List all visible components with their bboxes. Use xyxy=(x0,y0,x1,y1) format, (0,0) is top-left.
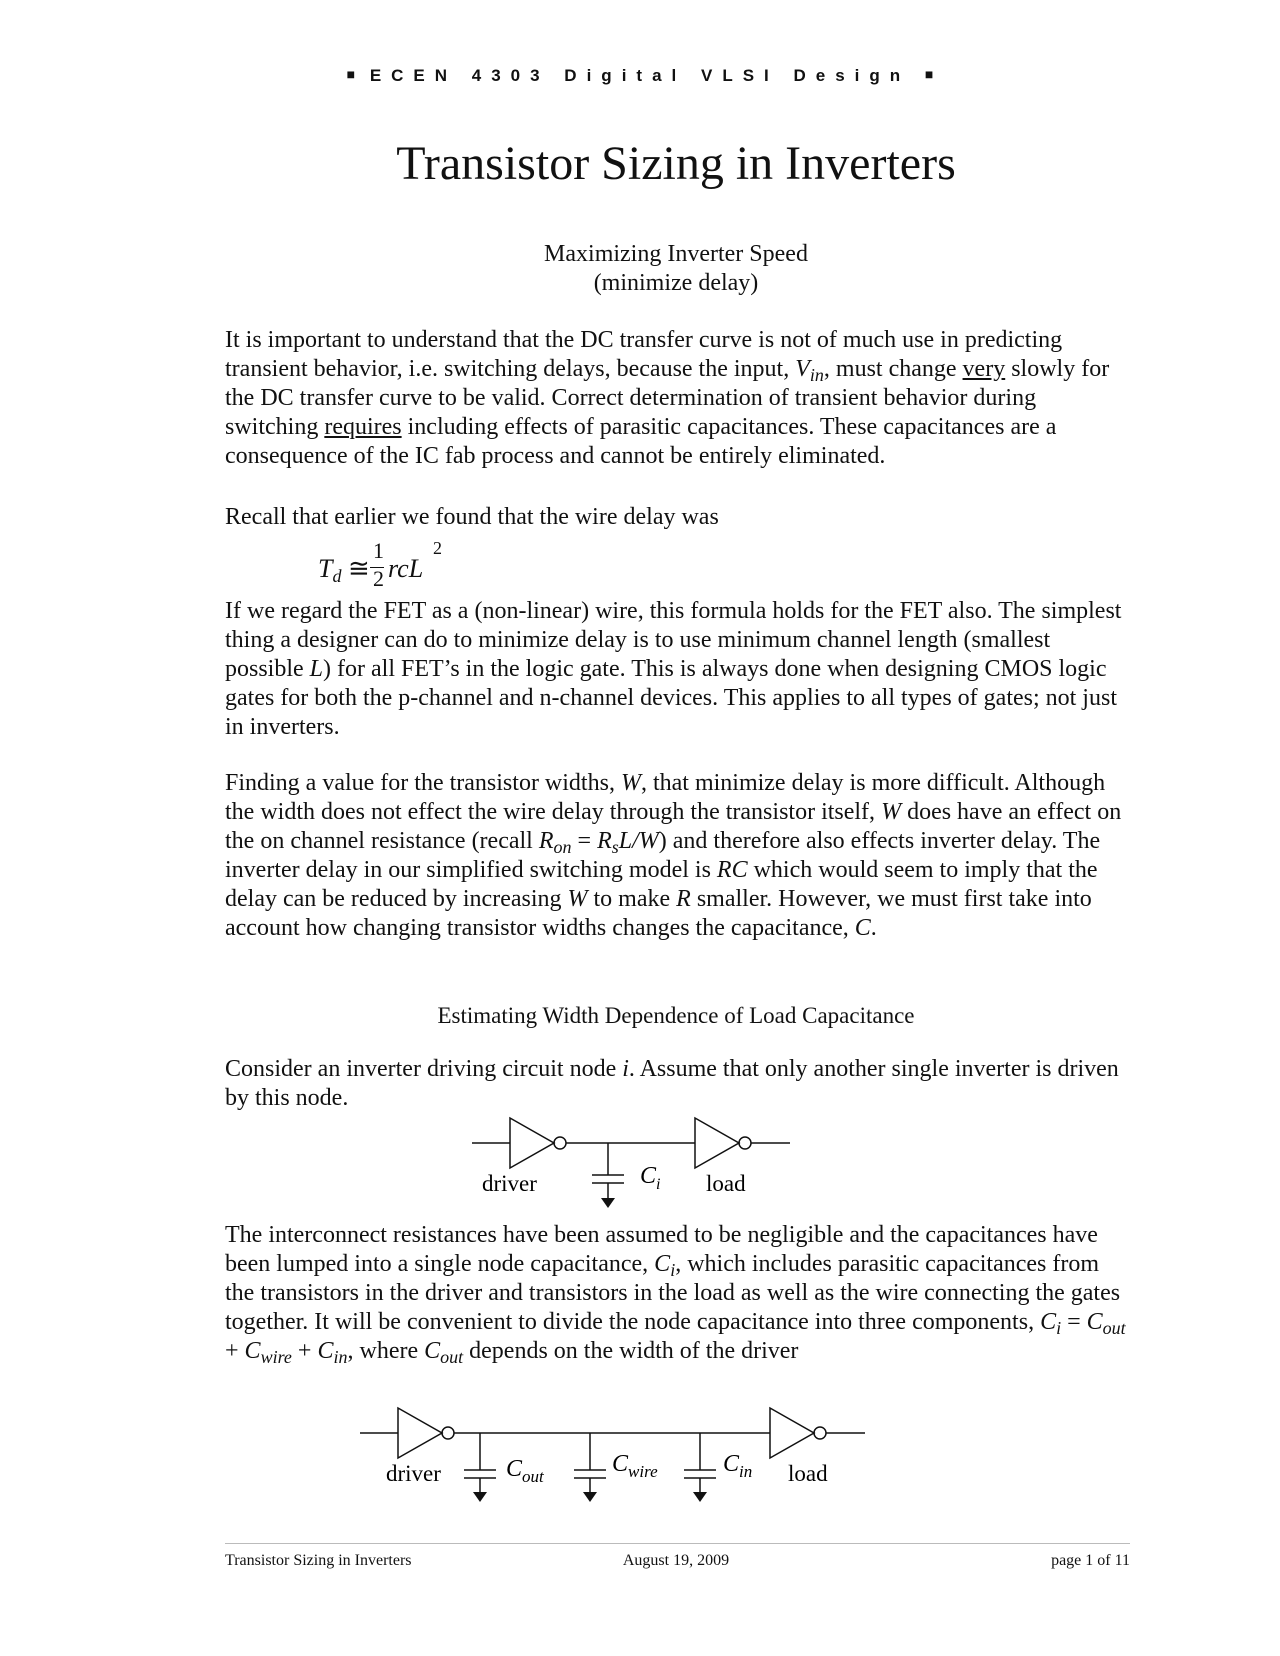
r-symbol: R xyxy=(676,886,691,912)
rs-subscript: s xyxy=(611,837,619,857)
paragraph-fet-wire xyxy=(225,597,1130,742)
eq-lhs: T xyxy=(318,554,333,583)
ci-subscript: i xyxy=(1056,1318,1062,1338)
capacitance-breakdown-diagram xyxy=(350,1398,880,1508)
cwire-sub: wire xyxy=(628,1462,658,1481)
footer-title: Transistor Sizing in Inverters xyxy=(225,1552,412,1569)
cout-sub: out xyxy=(522,1467,544,1486)
ground-arrow-icon xyxy=(601,1198,615,1208)
load-bubble xyxy=(739,1137,751,1149)
ci-subscript: i xyxy=(656,1176,661,1193)
ground-arrow-icon xyxy=(693,1492,707,1502)
para1-text: including effects of parasitic capacitances. These capacitances are a consequence of the IC fab process and cannot be entirely eliminated. xyxy=(225,414,1057,469)
para4-text: smaller. However, we must first take into account how changing transistor widths changes the capacitance, xyxy=(225,886,1092,941)
plus-sign: + xyxy=(225,1338,245,1364)
load-inverter-symbol xyxy=(695,1118,739,1168)
driver-bubble xyxy=(442,1427,454,1439)
eq-exponent: 2 xyxy=(433,538,442,558)
l-over-w: L/W xyxy=(618,828,659,854)
para3-text: If we regard the FET as a (non-linear) wire, this formula holds for the FET also. The simplest thing a designer can do to minimize delay is to use minimum channel length (smallest possible xyxy=(225,598,1122,682)
equals-sign: = xyxy=(1061,1309,1087,1335)
section-heading-line2: (minimize delay) xyxy=(593,270,759,296)
header-bullet-right: ■ xyxy=(924,66,934,82)
section-heading-line1: Maximizing Inverter Speed xyxy=(544,241,808,267)
paragraph-dc-transfer xyxy=(225,326,1130,471)
cout-letter: C xyxy=(506,1456,523,1482)
cwire-subscript: wire xyxy=(260,1347,292,1367)
para4-text: does have an effect on the on channel resistance (recall xyxy=(225,799,1122,854)
r-symbol: R xyxy=(538,828,554,854)
load-label: load xyxy=(706,1171,746,1196)
paragraph-recall-wire-delay: Recall that earlier we found that the wire delay was xyxy=(225,504,719,530)
cout-subscript: out xyxy=(440,1347,464,1367)
footer-date: August 19, 2009 xyxy=(622,1552,730,1569)
para6-text: , where xyxy=(347,1338,425,1364)
load-inverter-symbol xyxy=(770,1408,814,1458)
driver-inverter-symbol xyxy=(398,1408,442,1458)
para4-text: ) and therefore also effects inverter delay. The inverter delay in our simplified switching model is xyxy=(225,828,1101,883)
cin-label xyxy=(723,1451,752,1481)
para4-text: . xyxy=(870,915,877,941)
paragraph-node-capacitance xyxy=(225,1221,1130,1366)
ground-arrow-icon xyxy=(473,1492,487,1502)
para4-text: which would seem to imply that the delay can be reduced by increasing xyxy=(225,857,1098,912)
c-symbol: C xyxy=(424,1338,441,1364)
l-symbol: L xyxy=(309,656,324,682)
ci-letter: C xyxy=(640,1163,657,1189)
c-symbol: C xyxy=(244,1338,261,1364)
para6-text: depends on the width of the driver xyxy=(463,1338,799,1364)
driver-label: driver xyxy=(482,1171,537,1196)
para3-text: ) for all FET’s in the logic gate. This is always done when designing CMOS logic gates for both the p-channel and n-channel devices. This applies to all types of gates; not just in inverters. xyxy=(225,656,1117,740)
eq-denominator: 2 xyxy=(373,566,384,591)
inverter-chain-diagram xyxy=(460,1108,820,1218)
paragraph-transistor-width xyxy=(225,769,1130,943)
c-symbol: C xyxy=(317,1338,334,1364)
para5-text: . Assume that only another single inverter is driven by this node. xyxy=(225,1056,1119,1111)
eq-numerator: 1 xyxy=(373,538,384,563)
ci-label xyxy=(640,1163,660,1193)
ci-subscript: i xyxy=(670,1260,676,1280)
equals-sign: = xyxy=(571,828,598,854)
i-symbol: i xyxy=(622,1056,629,1082)
c-symbol: C xyxy=(854,915,871,941)
para5-text: Consider an inverter driving circuit node xyxy=(225,1056,623,1082)
header-bullet-left: ■ xyxy=(346,66,356,82)
c-symbol: C xyxy=(654,1251,671,1277)
vin-symbol: V xyxy=(795,356,810,382)
paragraph-consider-inverter xyxy=(225,1055,1130,1113)
para4-text: to make xyxy=(587,886,677,912)
r-symbol: R xyxy=(597,828,612,854)
w-symbol: W xyxy=(567,886,588,912)
page-title: Transistor Sizing in Inverters xyxy=(396,137,956,190)
section-heading-speed xyxy=(0,240,1280,298)
vin-subscript: in xyxy=(809,365,824,385)
para1-text: , must change xyxy=(823,356,963,382)
cin-letter: C xyxy=(723,1451,740,1477)
header-course-title: ECEN 4303 Digital VLSI Design xyxy=(369,66,911,85)
cout-label xyxy=(506,1456,545,1486)
load-label: load xyxy=(788,1461,828,1486)
underlined-requires: requires xyxy=(324,414,402,440)
driver-bubble xyxy=(554,1137,566,1149)
plus-sign: + xyxy=(291,1338,318,1364)
load-bubble xyxy=(814,1427,826,1439)
footer-page-number: page 1 of 11 xyxy=(1051,1552,1130,1569)
rc-symbol: RC xyxy=(716,857,748,883)
para4-text: Finding a value for the transistor widths, xyxy=(225,770,621,796)
para6-text: The interconnect resistances have been assumed to be negligible and the capacitances have been lumped into a single node capacitance, xyxy=(225,1222,1098,1277)
ron-subscript: on xyxy=(553,837,572,857)
eq-approx-symbol: ≅ xyxy=(348,554,370,583)
running-header xyxy=(0,66,1280,86)
para1-text: It is important to understand that the DC transfer curve is not of much use in predicting transient behavior, i.e. switching delays, because the input, xyxy=(225,327,1063,382)
driver-label: driver xyxy=(386,1461,441,1486)
eq-lhs-sub: d xyxy=(332,566,342,586)
c-symbol: C xyxy=(1040,1309,1057,1335)
cin-subscript: in xyxy=(333,1347,348,1367)
cwire-letter: C xyxy=(612,1451,629,1477)
footer-divider xyxy=(225,1543,1130,1544)
para4-text: , that minimize delay is more difficult. Although the width does not effect the wire delay through the transistor itself, xyxy=(225,770,1106,825)
underlined-very: very xyxy=(962,356,1006,382)
cout-subscript: out xyxy=(1102,1318,1126,1338)
para6-text: , which includes parasitic capacitances from the transistors in the driver and transistors in the load as well as the wire connecting the gates together. It will be convenient to divide the node capacitance into three components, xyxy=(225,1251,1121,1335)
ground-arrow-icon xyxy=(583,1492,597,1502)
cwire-label xyxy=(612,1451,658,1481)
w-symbol: W xyxy=(620,770,641,796)
w-symbol: W xyxy=(881,799,902,825)
cin-sub: in xyxy=(739,1462,753,1481)
section-heading-load-capacitance: Estimating Width Dependence of Load Capacitance xyxy=(437,1003,915,1028)
para1-text: slowly for the DC transfer curve to be valid. Correct determination of transient behavior during switching xyxy=(225,356,1110,440)
driver-inverter-symbol xyxy=(510,1118,554,1168)
c-symbol: C xyxy=(1086,1309,1103,1335)
eq-rhs: rcL xyxy=(388,554,424,583)
